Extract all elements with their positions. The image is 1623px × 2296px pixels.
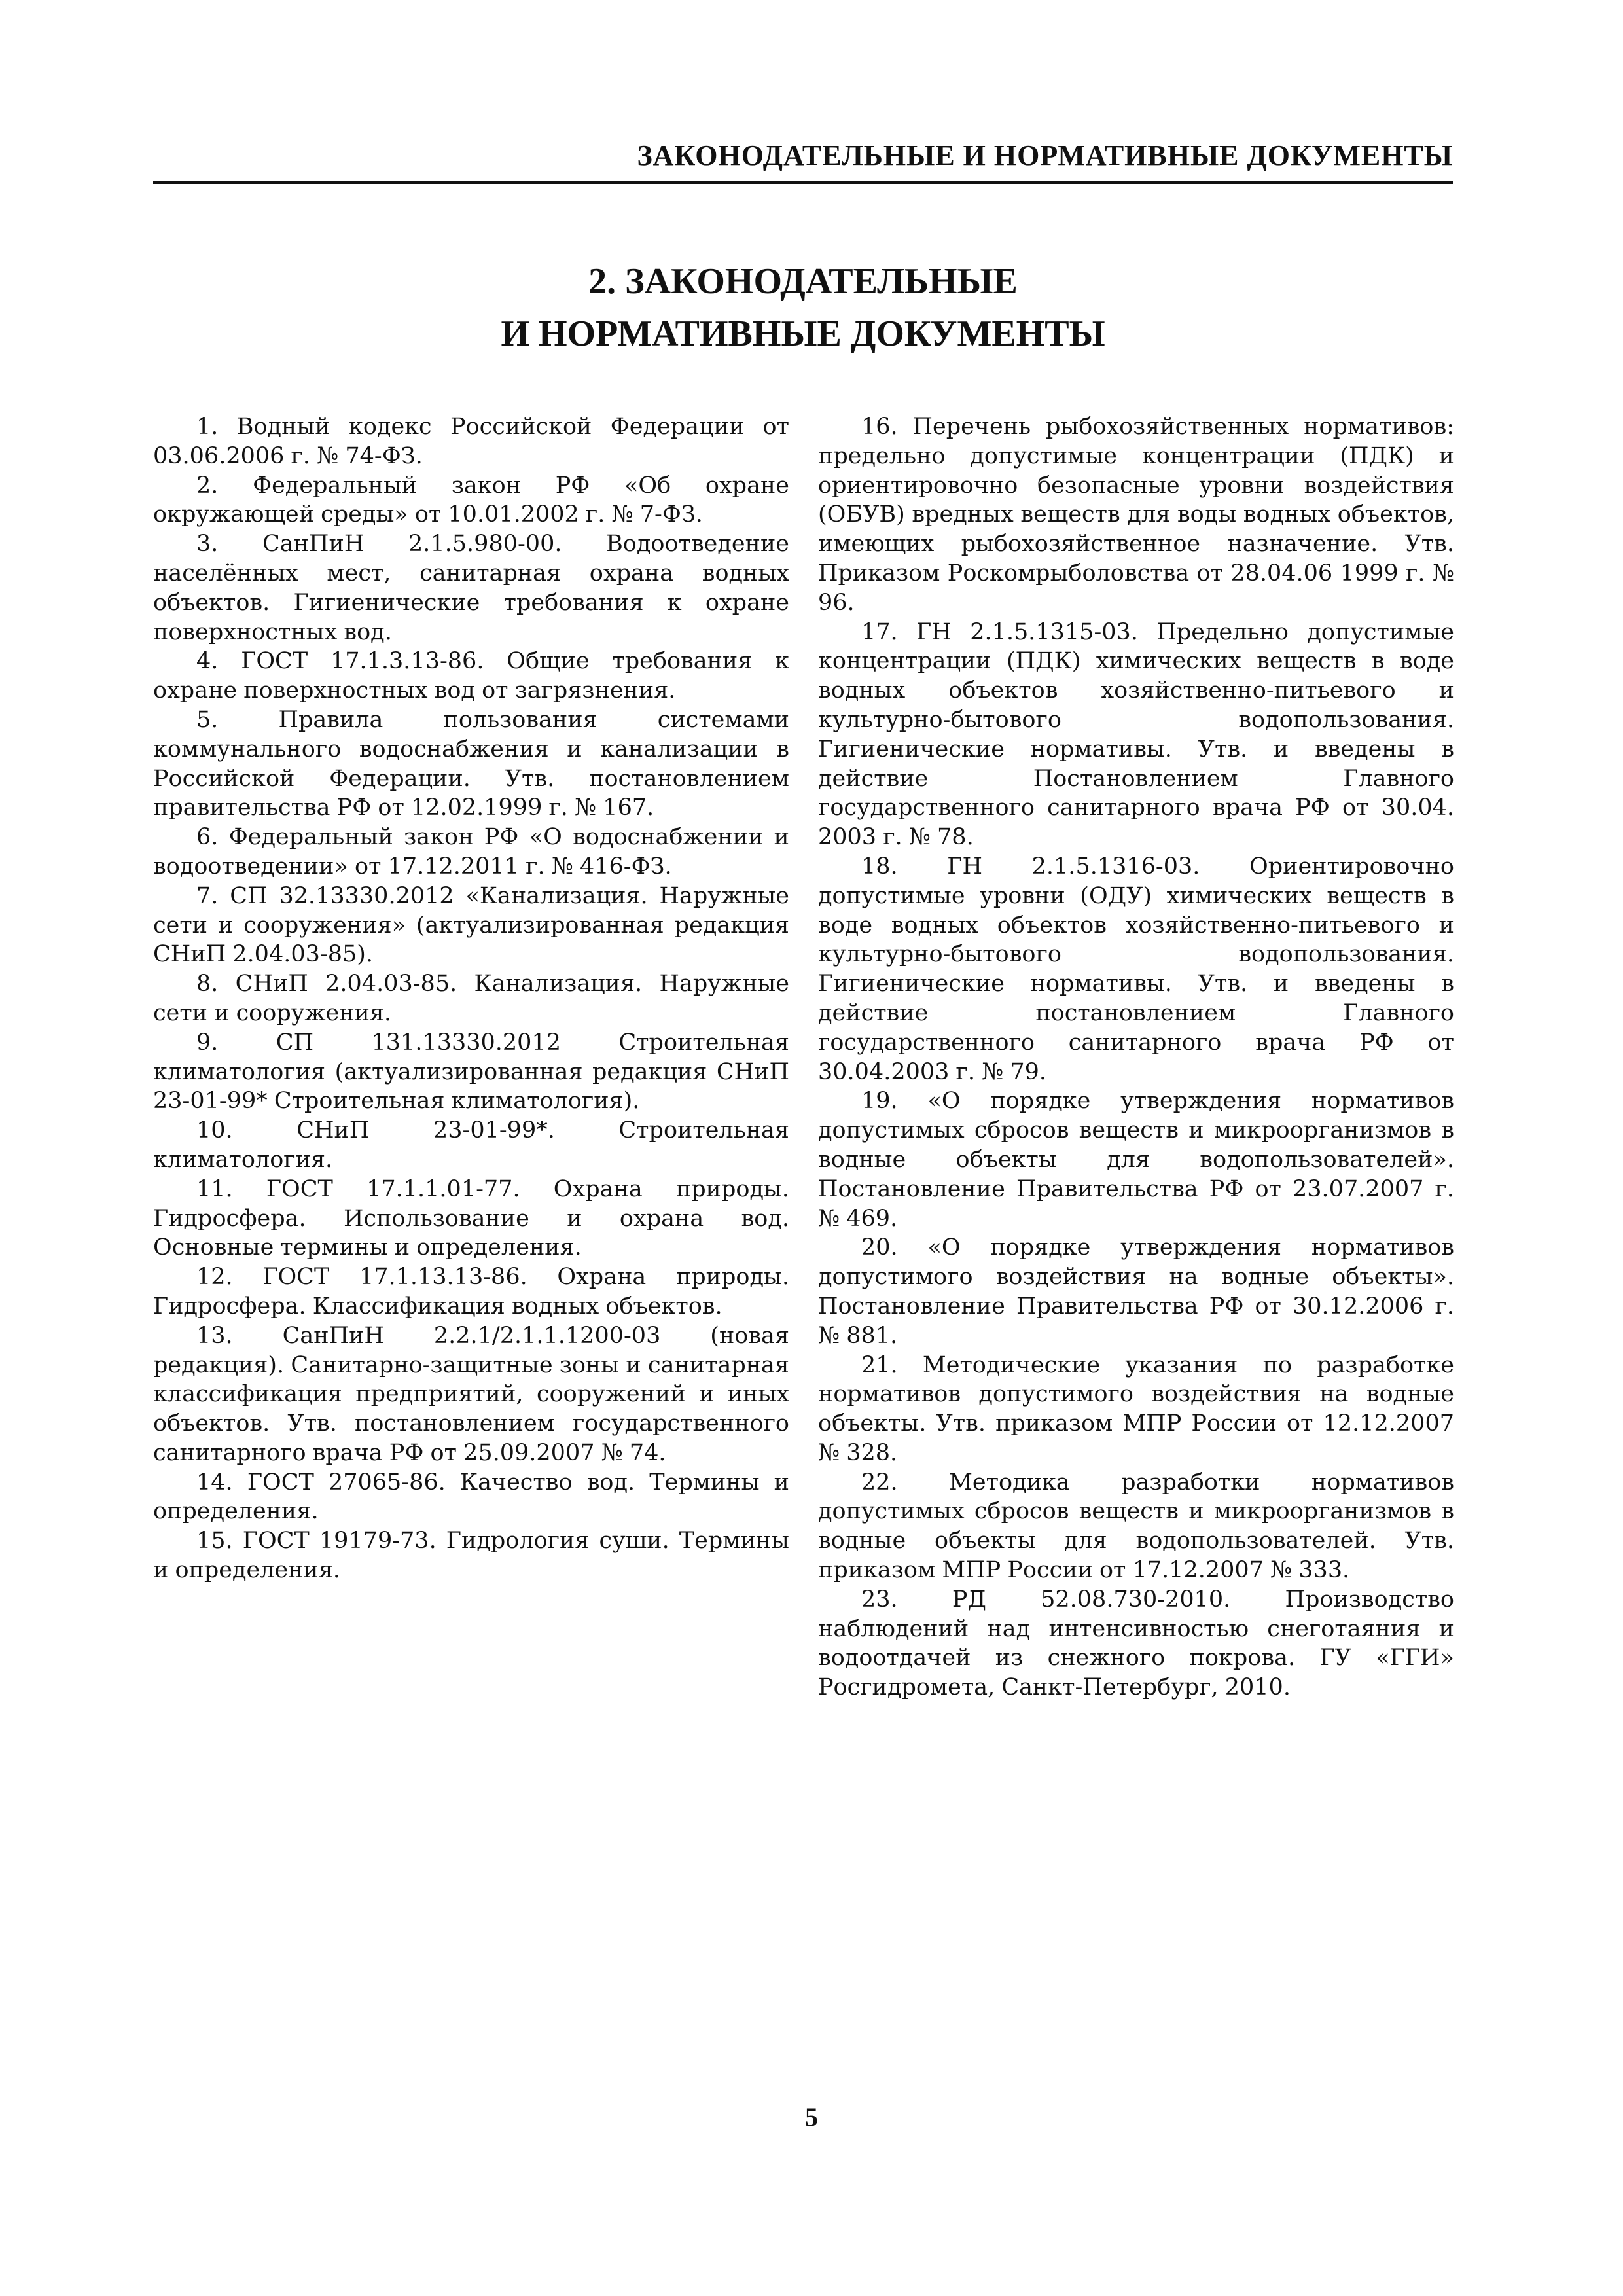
reference-item-23: 23. РД 52.08.730-2010. Производство наблюдений над интенсивностью снеготаяния и водоотдачей из снежного покрова. ГУ «ГГИ» Росгидромета, Санкт-Петербург, 2010. xyxy=(818,1586,1454,1701)
reference-item-7: 7. СП 32.13330.2012 «Канализация. Наружные сети и сооружения» (актуализированная редакция СНиП 2.04.03-85). xyxy=(153,882,789,968)
page-number: 5 xyxy=(805,2102,818,2132)
reference-item-3: 3. СанПиН 2.1.5.980-00. Водоотведение населённых мест, санитарная охрана водных объектов. Гигиенические требования к охране поверхностных вод. xyxy=(153,531,789,645)
reference-item-1: 1. Водный кодекс Российской Федерации от 03.06.2006 г. № 74-ФЗ. xyxy=(153,414,789,469)
reference-item-16: 16. Перечень рыбохозяйственных нормативов: предельно допустимые концентрации (ПДК) и ориентировочно безопасные уровни воздействия (ОБУВ) вредных веществ для воды водных объектов, имеющих рыбохозяйственное назначение. Утв. Приказом Роскомрыболовства от 28.04.06 1999 г. № 96. xyxy=(818,414,1454,616)
reference-item-10: 10. СНиП 23-01-99*. Строительная климатология. xyxy=(153,1117,789,1173)
reference-item-9: 9. СП 131.13330.2012 Строительная климатология (актуализированная редакция СНиП 23-01-99* Строительная климатология). xyxy=(153,1029,789,1115)
reference-item-21: 21. Методические указания по разработке нормативов допустимого воздействия на водные объекты. Утв. приказом МПР России от 12.12.2007 № 328. xyxy=(818,1352,1454,1466)
references-right-column xyxy=(818,412,1454,1702)
reference-item-12: 12. ГОСТ 17.1.13.13-86. Охрана природы. Гидросфера. Классификация водных объектов. xyxy=(153,1264,789,1319)
reference-item-11: 11. ГОСТ 17.1.1.01-77. Охрана природы. Гидросфера. Использование и охрана вод. Основные термины и определения. xyxy=(153,1175,789,1261)
reference-item-22: 22. Методика разработки нормативов допустимых сбросов веществ и микроорганизмов в водные объекты для водопользователей. Утв. приказом МПР России от 17.12.2007 № 333. xyxy=(818,1469,1454,1584)
reference-item-13: 13. СанПиН 2.2.1/2.1.1.1200-03 (новая редакция). Санитарно-защитные зоны и санитарная классификация предприятий, сооружений и иных объектов. Утв. постановлением государственного санитарного врача РФ от 25.09.2007 № 74. xyxy=(153,1322,789,1466)
references-left-column xyxy=(153,412,789,1585)
reference-item-5: 5. Правила пользования системами коммунального водоснабжения и канализации в Российской Федерации. Утв. постановлением правительства РФ от 12.02.1999 г. № 167. xyxy=(153,706,789,821)
reference-item-18: 18. ГН 2.1.5.1316-03. Ориентировочно допустимые уровни (ОДУ) химических веществ в воде водных объектов хозяйственно-питьевого и культурно-бытового водопользования. Гигиенические нормативы. Утв. и введены в действие постановлением Главного государственного санитарного врача РФ от 30.04.2003 г. № 79. xyxy=(818,853,1454,1085)
running-head: ЗАКОНОДАТЕЛЬНЫЕ И НОРМАТИВНЫЕ ДОКУМЕНТЫ xyxy=(637,139,1453,171)
reference-item-17: 17. ГН 2.1.5.1315-03. Предельно допустимые концентрации (ПДК) химических веществ в воде водных объектов хозяйственно-питьевого и культурно-бытового водопользования. Гигиенические нормативы. Утв. и введены в действие Постановлением Главного государственного санитарного врача РФ от 30.04. 2003 г. № 78. xyxy=(818,619,1454,851)
reference-item-14: 14. ГОСТ 27065-86. Качество вод. Термины и определения. xyxy=(153,1469,789,1525)
reference-item-4: 4. ГОСТ 17.1.3.13-86. Общие требования к охране поверхностных вод от загрязнения. xyxy=(153,648,789,704)
reference-item-2: 2. Федеральный закон РФ «Об охране окружающей среды» от 10.01.2002 г. № 7-ФЗ. xyxy=(153,472,789,528)
chapter-title xyxy=(153,255,1453,360)
chapter-title-line-2: И НОРМАТИВНЫЕ ДОКУМЕНТЫ xyxy=(501,314,1105,354)
reference-item-8: 8. СНиП 2.04.03-85. Канализация. Наружные сети и сооружения. xyxy=(153,971,789,1026)
reference-item-19: 19. «О порядке утверждения нормативов допустимых сбросов веществ и микроорганизмов в водные объекты для водопользователей». Постановление Правительства РФ от 23.07.2007 г. № 469. xyxy=(818,1088,1454,1232)
reference-item-15: 15. ГОСТ 19179-73. Гидрология суши. Термины и определения. xyxy=(153,1528,789,1584)
reference-item-20: 20. «О порядке утверждения нормативов допустимого воздействия на водные объекты». Постановление Правительства РФ от 30.12.2006 г. № 881. xyxy=(818,1234,1454,1349)
reference-item-6: 6. Федеральный закон РФ «О водоснабжении и водоотведении» от 17.12.2011 г. № 416-ФЗ. xyxy=(153,824,789,880)
header-rule xyxy=(153,181,1453,184)
chapter-title-line-1: 2. ЗАКОНОДАТЕЛЬНЫЕ xyxy=(588,261,1018,302)
